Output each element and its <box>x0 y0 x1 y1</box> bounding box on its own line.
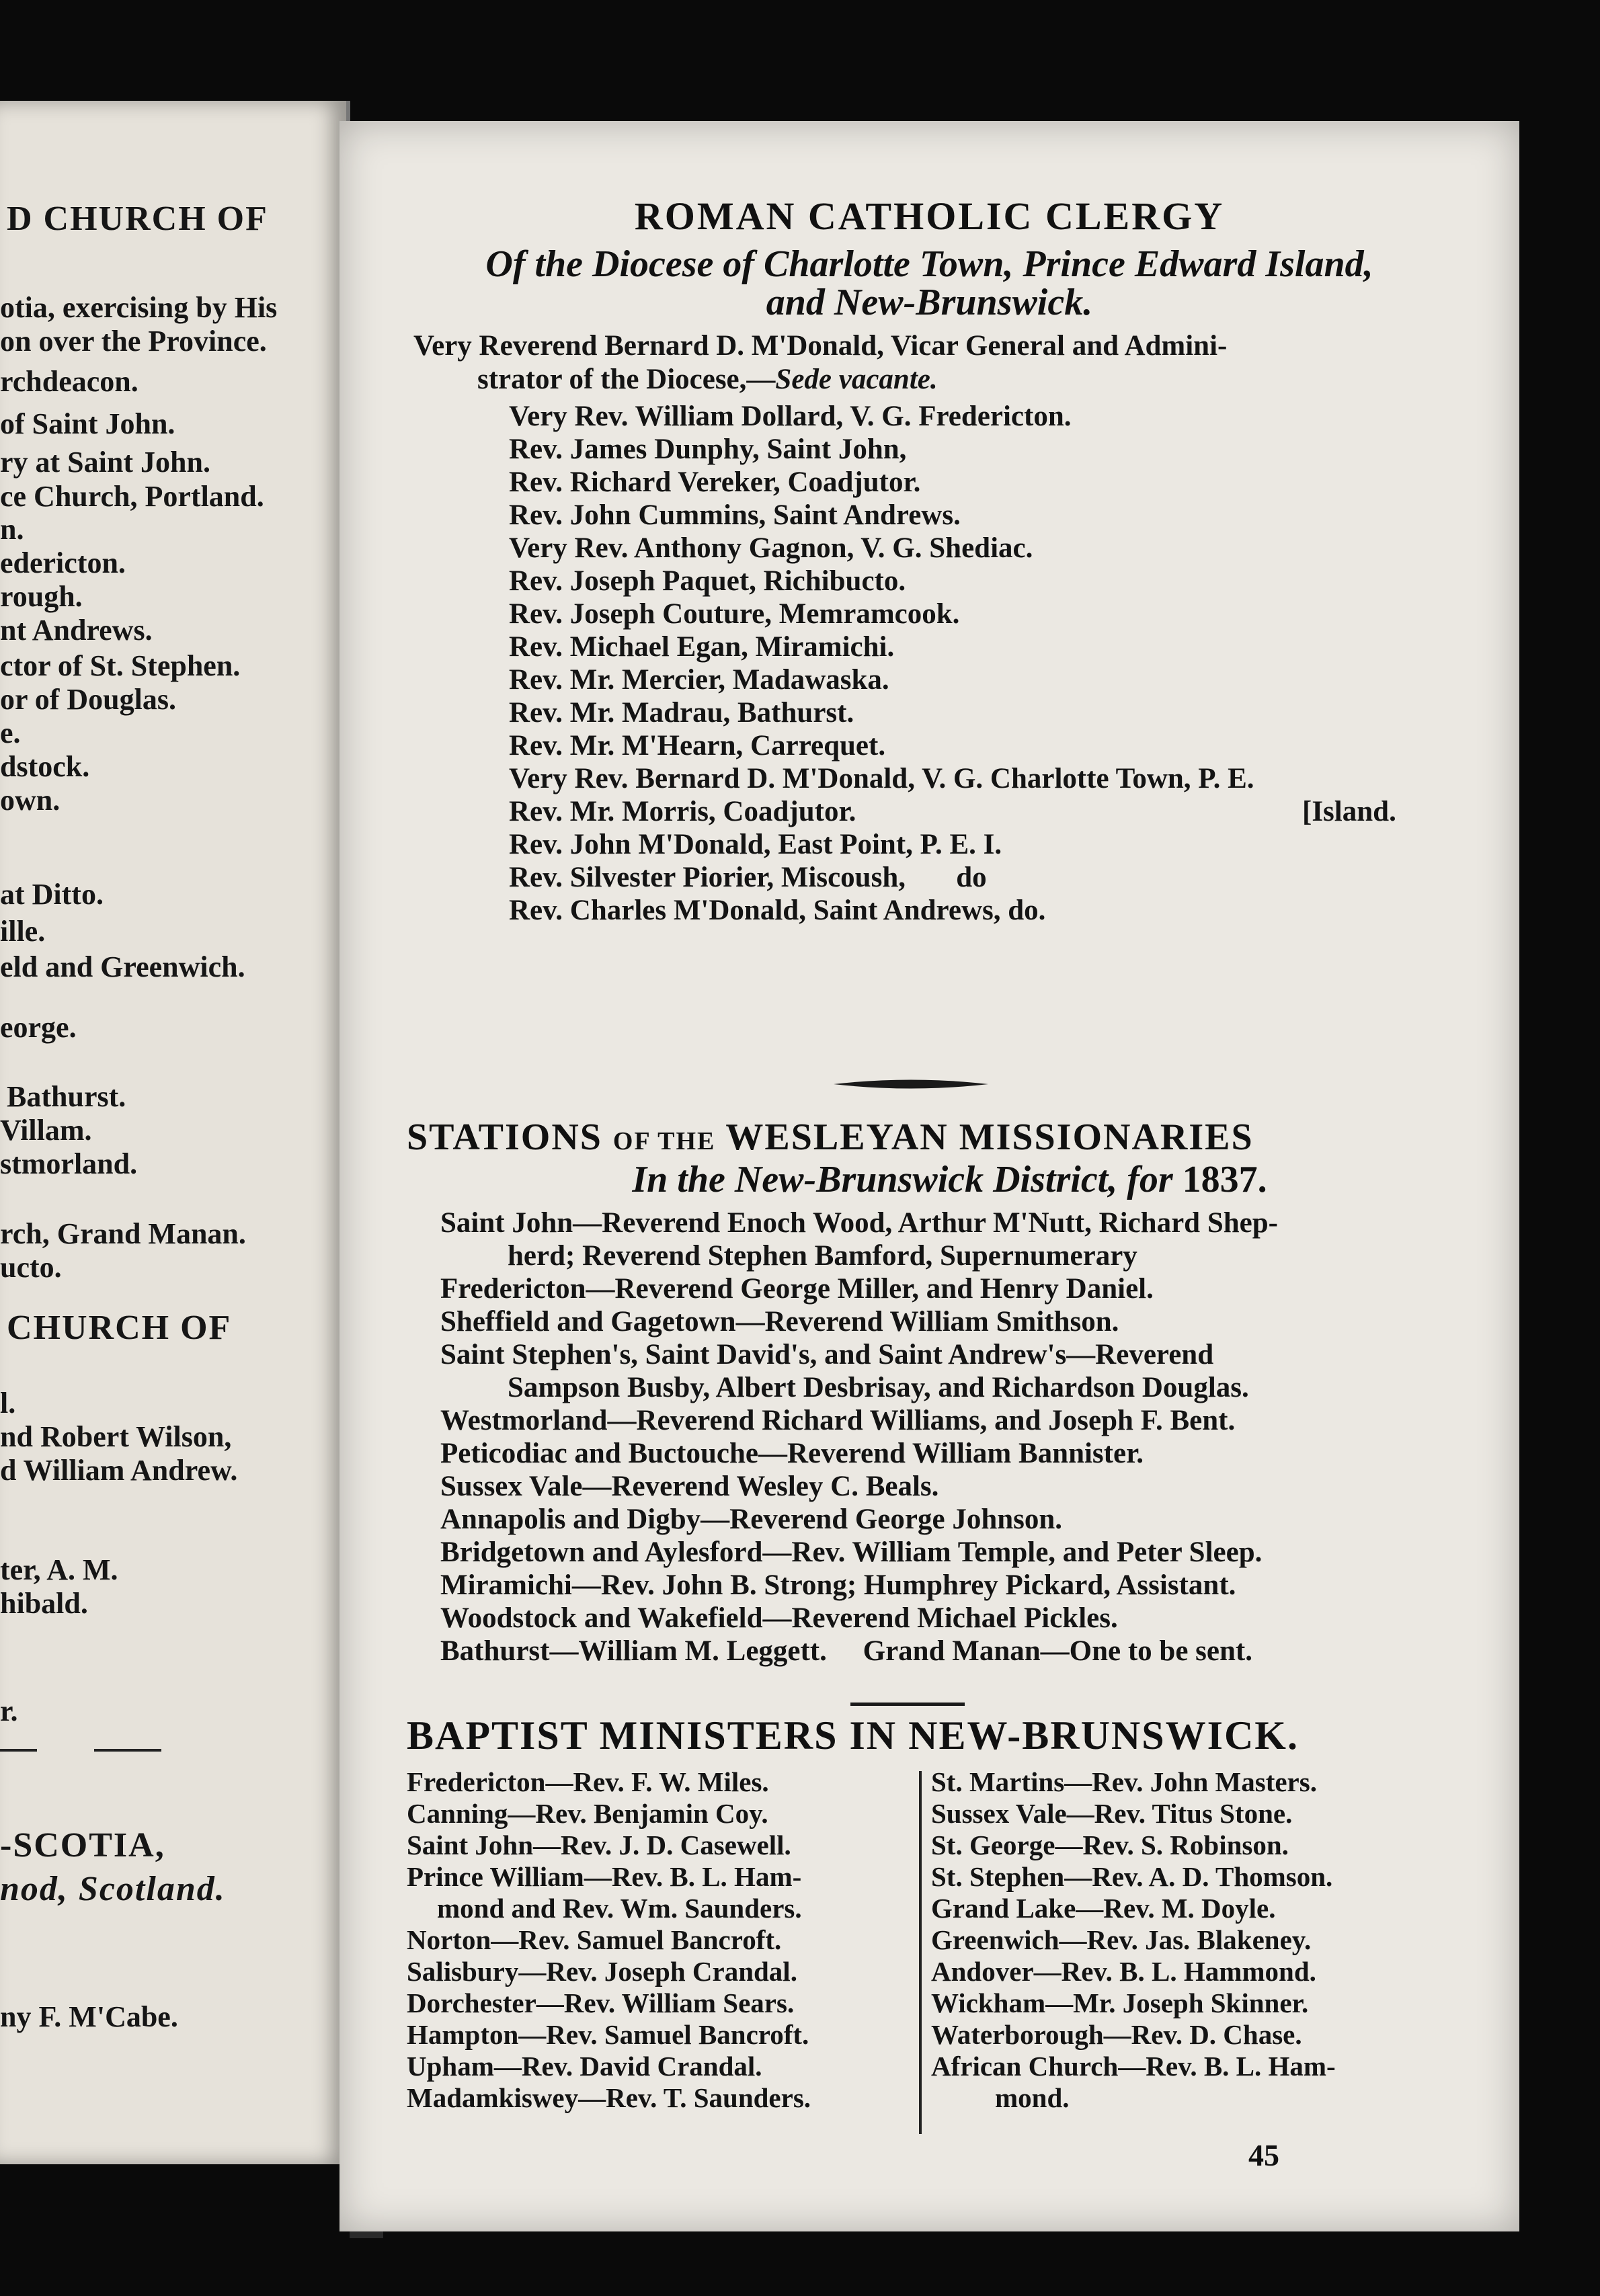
wesleyan-title-of: OF THE <box>612 1127 716 1155</box>
baptist-item: Andover—Rev. B. L. Hammond. <box>931 1956 1316 1987</box>
roman-catholic-subtitle: and New-Brunswick. <box>766 282 1093 323</box>
left-line: stmorland. <box>0 1147 138 1180</box>
left-line: ter, A. M. <box>0 1553 118 1586</box>
station-continuation: Sampson Busby, Albert Desbrisay, and Richardson Douglas. <box>508 1372 1249 1403</box>
page-number: 45 <box>1248 2138 1279 2172</box>
station-item: Bathurst—William M. Leggett. Grand Manan—One to be sent. <box>440 1635 1252 1667</box>
baptist-item: Saint John—Rev. J. D. Casewell. <box>407 1830 791 1860</box>
left-line: otia, exercising by His <box>0 291 278 324</box>
clergy-item: Very Rev. Bernard D. M'Donald, V. G. Charlotte Town, P. E. <box>509 763 1254 794</box>
baptist-right-column <box>931 1766 1336 2114</box>
left-line: n. <box>0 513 24 546</box>
left-line: edericton. <box>0 546 126 579</box>
wesleyan-title <box>407 1116 1482 1159</box>
station-item: Annapolis and Digby—Reverend George Johnson. <box>440 1504 1063 1535</box>
left-line: ce Church, Portland. <box>0 480 264 513</box>
wesleyan-year: 1837. <box>1182 1159 1267 1200</box>
baptist-item: Salisbury—Rev. Joseph Crandal. <box>407 1956 797 1987</box>
baptist-item: Dorchester—Rev. William Sears. <box>407 1987 795 2018</box>
main-page <box>339 121 1519 2231</box>
clergy-item: Rev. Joseph Couture, Memramcook. <box>509 598 960 630</box>
left-line: d William Andrew. <box>0 1454 238 1487</box>
sede-vacante: Sede vacante. <box>775 364 938 395</box>
baptist-item: St. Stephen—Rev. A. D. Thomson. <box>931 1861 1333 1892</box>
clergy-item: Rev. Charles M'Donald, Saint Andrews, do. <box>509 895 1046 926</box>
station-item <box>440 1206 1415 1272</box>
wesleyan-title-b: WESLEYAN MISSIONARIES <box>725 1116 1254 1158</box>
station-item: Miramichi—Rev. John B. Strong; Humphrey Pickard, Assistant. <box>440 1569 1236 1601</box>
left-line: rch, Grand Manan. <box>0 1217 246 1250</box>
left-line: eorge. <box>0 1011 77 1044</box>
station-item: Peticodiac and Buctouche—Reverend William Bannister. <box>440 1438 1144 1469</box>
clergy-item: Rev. Mr. Madrau, Bathurst. <box>509 697 854 729</box>
clergy-item: Rev. John M'Donald, East Point, P. E. I. <box>509 829 1002 860</box>
baptist-item: Sussex Vale—Rev. Titus Stone. <box>931 1798 1293 1829</box>
intro-text: strator of the Diocese,— <box>477 364 776 395</box>
left-rule <box>94 1749 161 1752</box>
clergy-item: Very Rev. Anthony Gagnon, V. G. Shediac. <box>509 532 1033 564</box>
left-line: rchdeacon. <box>0 365 138 398</box>
left-line: D CHURCH OF <box>7 200 268 238</box>
clergy-item: Rev. Mr. Mercier, Madawaska. <box>509 664 889 696</box>
station-item <box>440 1338 1415 1404</box>
left-facing-page <box>0 101 350 2164</box>
roman-catholic-clergy-list <box>509 400 1450 927</box>
clergy-item: Rev. Richard Vereker, Coadjutor. <box>509 466 921 498</box>
left-line: own. <box>0 784 61 817</box>
left-line: on over the Province. <box>0 325 267 358</box>
left-line: ucto. <box>0 1251 62 1284</box>
station-item: Bridgetown and Aylesford—Rev. William Temple, and Peter Sleep. <box>440 1536 1263 1568</box>
baptist-item: Waterborough—Rev. D. Chase. <box>931 2019 1302 2050</box>
wesleyan-subtitle <box>360 1159 1519 1200</box>
station-item: Sheffield and Gagetown—Reverend William Smithson. <box>440 1306 1119 1338</box>
clergy-item: Rev. Joseph Paquet, Richibucto. <box>509 565 906 597</box>
station-item: Sussex Vale—Reverend Wesley C. Beals. <box>440 1471 939 1502</box>
station-continuation: herd; Reverend Stephen Bamford, Supernumerary <box>508 1240 1137 1272</box>
left-line: at Ditto. <box>0 878 104 911</box>
roman-catholic-title: ROMAN CATHOLIC CLERGY <box>634 194 1225 238</box>
left-line: ry at Saint John. <box>0 446 210 479</box>
baptist-item: Norton—Rev. Samuel Bancroft. <box>407 1924 782 1955</box>
wesleyan-title-a: STATIONS <box>407 1116 602 1158</box>
baptist-item: mond and Rev. Wm. Saunders. <box>437 1893 802 1924</box>
baptist-item: St. Martins—Rev. John Masters. <box>931 1766 1317 1797</box>
clergy-item: Rev. John Cummins, Saint Andrews. <box>509 499 961 531</box>
baptist-item: Wickham—Mr. Joseph Skinner. <box>931 1987 1309 2018</box>
left-rule <box>0 1749 37 1752</box>
station-text: Saint Stephen's, Saint David's, and Saint Andrew's—Reverend <box>440 1339 1214 1370</box>
left-line: ctor of St. Stephen. <box>0 649 241 682</box>
left-line: or of Douglas. <box>0 683 176 716</box>
left-line: Bathurst. <box>7 1080 126 1113</box>
station-item: Westmorland—Reverend Richard Williams, and Joseph F. Bent. <box>440 1405 1236 1436</box>
baptist-item: Hampton—Rev. Samuel Bancroft. <box>407 2019 809 2050</box>
wesleyan-stations-list <box>440 1206 1415 1668</box>
left-line: Villam. <box>0 1114 92 1147</box>
baptist-item: Madamkiswey—Rev. T. Saunders. <box>407 2082 811 2113</box>
left-line: l. <box>0 1387 16 1420</box>
section-divider <box>850 1703 965 1706</box>
baptist-item: Canning—Rev. Benjamin Coy. <box>407 1798 768 1829</box>
left-line: rough. <box>0 580 83 613</box>
baptist-item: African Church—Rev. B. L. Ham- <box>931 2051 1336 2082</box>
station-item: Woodstock and Wakefield—Reverend Michael Pickles. <box>440 1602 1118 1634</box>
column-divider <box>919 1771 922 2134</box>
clergy-item: Rev. Michael Egan, Miramichi. <box>509 631 895 663</box>
left-line: nod, Scotland. <box>0 1870 226 1908</box>
left-line: ny F. M'Cabe. <box>0 2000 178 2033</box>
left-line: nt Andrews. <box>0 614 153 647</box>
clergy-item: Rev. Silvester Piorier, Miscoush, do <box>509 862 987 893</box>
baptist-item: St. George—Rev. S. Robinson. <box>931 1830 1289 1860</box>
left-line: dstock. <box>0 750 90 783</box>
left-line: of Saint John. <box>0 407 175 440</box>
station-item: Fredericton—Reverend George Miller, and Henry Daniel. <box>440 1273 1154 1305</box>
clergy-item: Very Rev. William Dollard, V. G. Fredericton. <box>509 401 1072 432</box>
island-note: [Island. <box>1302 796 1396 827</box>
left-line: hibald. <box>0 1587 88 1620</box>
station-text: Saint John—Reverend Enoch Wood, Arthur M'Nutt, Richard Shep- <box>440 1207 1278 1239</box>
intro-line: Very Reverend Bernard D. M'Donald, Vicar General and Admini- <box>413 330 1228 362</box>
baptist-item: mond. <box>995 2082 1070 2113</box>
baptist-item: Upham—Rev. David Crandal. <box>407 2051 762 2082</box>
baptist-item: Prince William—Rev. B. L. Ham- <box>407 1861 802 1892</box>
ornamental-divider <box>834 1074 988 1094</box>
baptist-item: Greenwich—Rev. Jas. Blakeney. <box>931 1924 1312 1955</box>
left-line: nd Robert Wilson, <box>0 1420 232 1453</box>
left-line: eld and Greenwich. <box>0 950 245 983</box>
left-line: e. <box>0 716 21 749</box>
baptist-item: Grand Lake—Rev. M. Doyle. <box>931 1893 1276 1924</box>
clergy-item <box>509 795 1450 828</box>
baptist-title: BAPTIST MINISTERS IN NEW-BRUNSWICK. <box>407 1713 1299 1758</box>
left-line: r. <box>0 1694 18 1727</box>
roman-catholic-subtitle: Of the Diocese of Charlotte Town, Prince Edward Island, <box>485 243 1373 285</box>
left-line: ille. <box>0 915 46 948</box>
baptist-left-column <box>407 1766 811 2114</box>
wesleyan-subtitle-text: In the New-Brunswick District, for <box>632 1159 1173 1200</box>
intro-line <box>477 363 938 396</box>
left-line: CHURCH OF <box>7 1309 232 1347</box>
clergy-text: Rev. Mr. Morris, Coadjutor. <box>509 796 856 827</box>
clergy-item: Rev. James Dunphy, Saint John, <box>509 434 907 465</box>
left-line: -SCOTIA, <box>0 1826 165 1864</box>
clergy-item: Rev. Mr. M'Hearn, Carrequet. <box>509 730 886 762</box>
baptist-item: Fredericton—Rev. F. W. Miles. <box>407 1766 769 1797</box>
